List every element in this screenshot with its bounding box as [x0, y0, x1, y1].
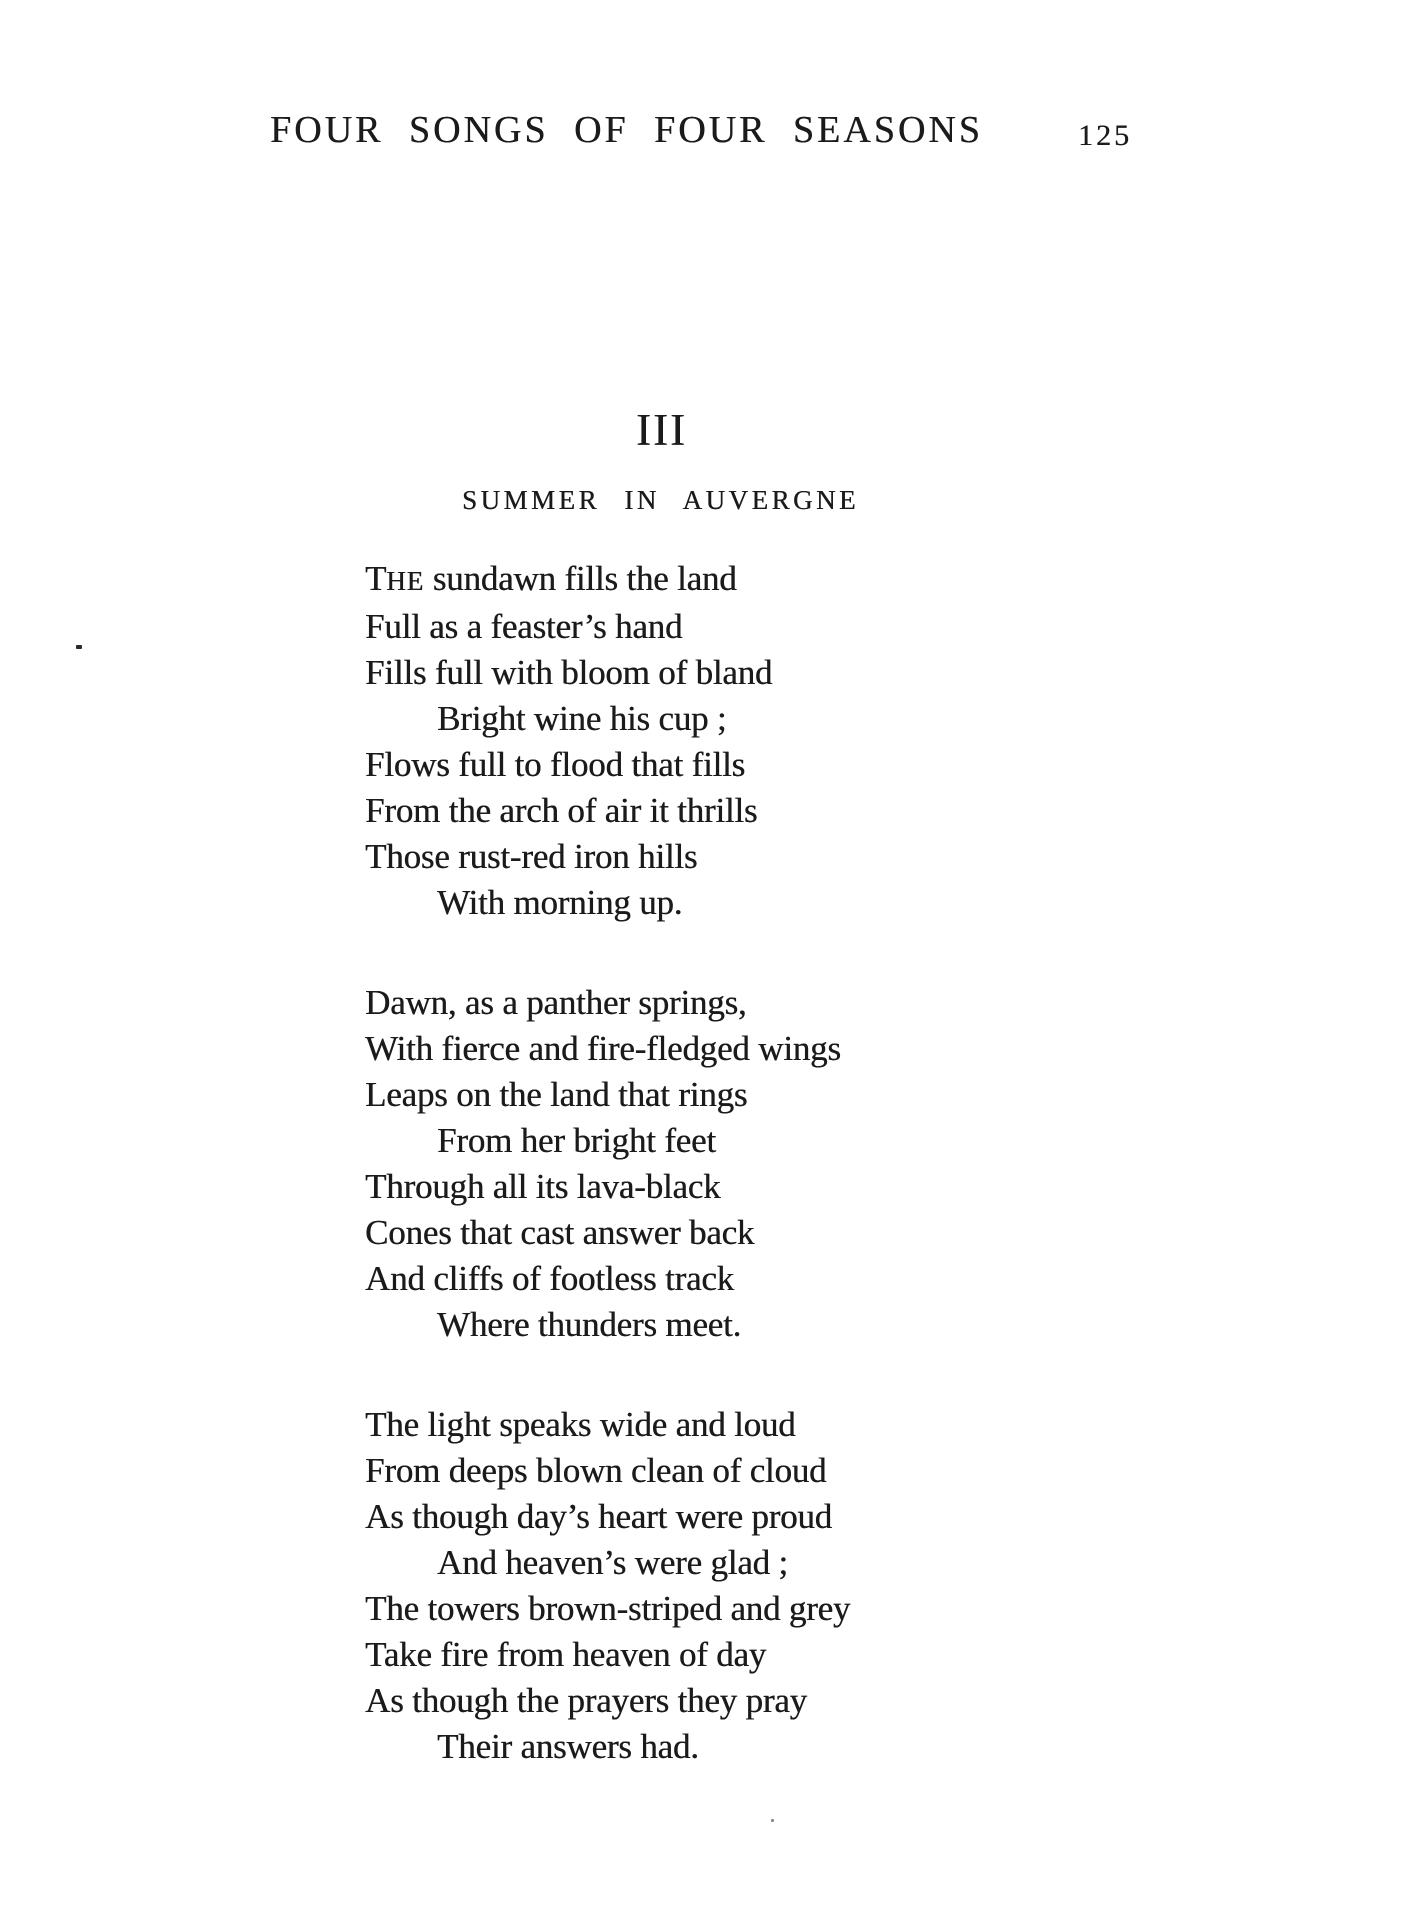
drop-cap: T	[365, 559, 387, 598]
poem-line: And heaven’s were glad ;	[437, 1543, 788, 1582]
poem-line: And cliffs of footless track	[365, 1259, 734, 1298]
poem-line: Leaps on the land that rings	[365, 1075, 748, 1114]
stanza-2	[365, 980, 850, 1348]
poem-line: The light speaks wide and loud	[365, 1405, 796, 1444]
poem-line: From her bright feet	[437, 1121, 716, 1160]
line-text: sundawn fills the land	[424, 559, 737, 598]
poem-line: As though the prayers they pray	[365, 1681, 807, 1720]
poem-line: As though day’s heart were proud	[365, 1497, 832, 1536]
poem-line: Full as a feaster’s hand	[365, 607, 683, 646]
poem-line: Through all its lava-black	[365, 1167, 721, 1206]
poem-line: With fierce and fire-fledged wings	[365, 1029, 841, 1068]
running-header	[270, 108, 1132, 152]
poem-line: Fills full with bloom of bland	[365, 653, 773, 692]
poem-line	[365, 556, 850, 604]
page-number: 125	[1078, 119, 1132, 152]
ink-speck	[76, 645, 82, 649]
poem-line: Cones that cast answer back	[365, 1213, 755, 1252]
poem-line: Dawn, as a panther springs,	[365, 983, 747, 1022]
poem-line: With morning up.	[437, 883, 683, 922]
poem-line: From the arch of air it thrills	[365, 791, 758, 830]
poem-line: Flows full to flood that fills	[365, 745, 745, 784]
poem-line: From deeps blown clean of cloud	[365, 1451, 827, 1490]
poem-line: Those rust-red iron hills	[365, 837, 698, 876]
poem-title: SUMMER IN AUVERGNE	[462, 485, 860, 515]
ink-speck	[771, 1819, 774, 1822]
poem-line: Take fire from heaven of day	[365, 1635, 767, 1674]
poem-line: Where thunders meet.	[437, 1305, 742, 1344]
stanza-3	[365, 1402, 850, 1770]
poem-line: Bright wine his cup ;	[437, 699, 727, 738]
poem-line: Their answers had.	[437, 1727, 699, 1766]
stanza-1	[365, 556, 850, 926]
section-numeral: III	[636, 405, 687, 455]
poem	[365, 556, 850, 1824]
running-header-title: FOUR SONGS OF FOUR SEASONS	[270, 109, 983, 151]
poem-line: The towers brown-striped and grey	[365, 1589, 851, 1628]
small-caps: HE	[386, 566, 425, 596]
